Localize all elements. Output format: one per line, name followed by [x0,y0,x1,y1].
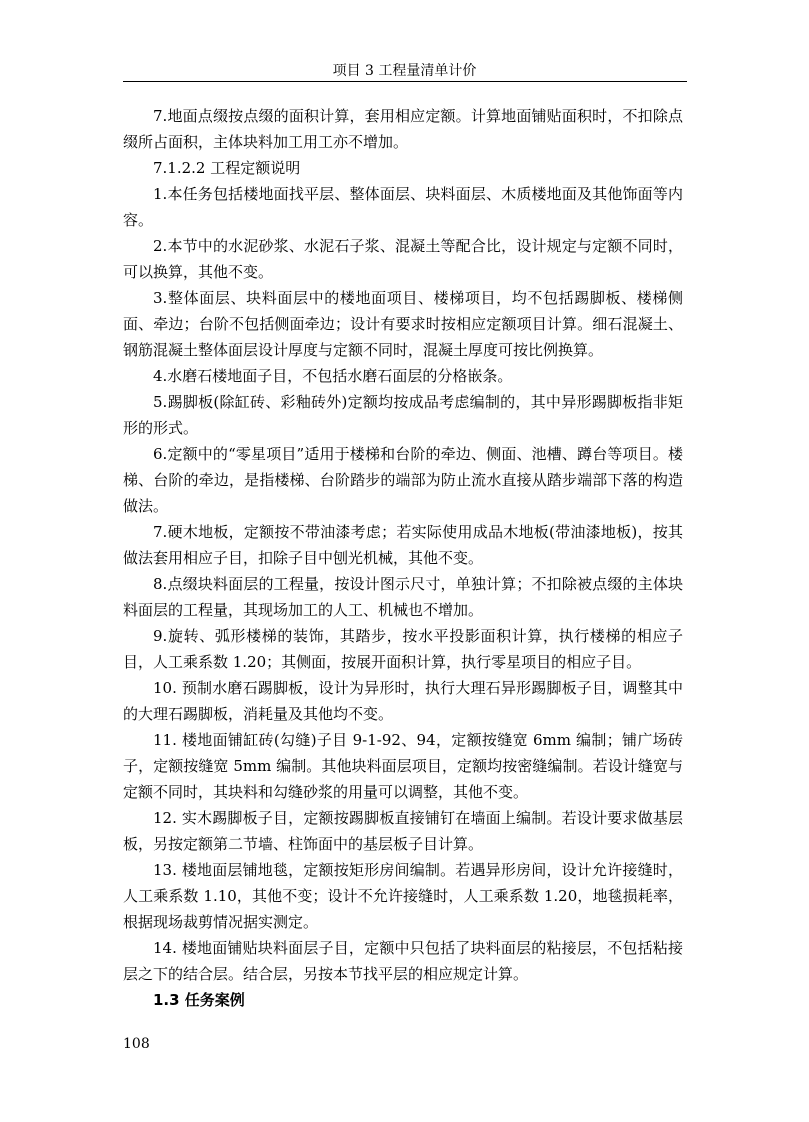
section-heading: 1.3 任务案例 [153,991,245,1009]
page-body [123,103,683,1013]
paragraph-item-5: 5.踢脚板(除缸砖、彩釉砖外)定额均按成品考虑编制的，其中异形踢脚板指非矩形的形式。 [123,393,683,437]
paragraph-item-11: 11. 楼地面铺缸砖(勾缝)子目 9-1-92、94，定额按缝宽 6mm 编制；铺广场砖子，定额按缝宽 5mm 编制。其他块料面层项目，定额均按密缝编制。若设计缝宽与定额不同时，其块料和勾缝砂浆的用量可以调整，其他不变。 [123,731,683,801]
paragraph-item-13: 13. 楼地面层铺地毯，定额按矩形房间编制。若遇异形房间，设计允许接缝时，人工乘系数 1.10，其他不变；设计不允许接缝时，人工乘系数 1.20，地毯损耗率，根据现场裁剪情况据实测定。 [123,861,683,931]
paragraph-item-1: 1.本任务包括楼地面找平层、整体面层、块料面层、木质楼地面及其他饰面等内容。 [123,185,683,229]
paragraph-item-12: 12. 实木踢脚板子目，定额按踢脚板直接铺钉在墙面上编制。若设计要求做基层板，另按定额第二节墙、柱饰面中的基层板子目计算。 [123,809,683,853]
paragraph-item-7: 7.硬木地板，定额按不带油漆考虑；若实际使用成品木地板(带油漆地板)，按其做法套用相应子目，扣除子目中刨光机械，其他不变。 [123,523,683,567]
page-number: 108 [123,1036,150,1052]
paragraph-item-9: 9.旋转、弧形楼梯的装饰，其踏步，按水平投影面积计算，执行楼梯的相应子目，人工乘系数 1.20；其侧面，按展开面积计算，执行零星项目的相应子目。 [123,627,683,671]
header-rule [123,81,687,82]
paragraph-point-7-decoration: 7.地面点缀按点缀的面积计算，套用相应定额。计算地面铺贴面积时，不扣除点缀所占面积，主体块料加工用工亦不增加。 [123,107,683,151]
paragraph-item-6: 6.定额中的“零星项目”适用于楼梯和台阶的牵边、侧面、池槽、蹲台等项目。楼梯、台阶的牵边，是指楼梯、台阶踏步的端部为防止流水直接从踏步端部下落的构造做法。 [123,445,683,515]
subsection-heading: 7.1.2.2 工程定额说明 [153,159,301,177]
paragraph-item-2: 2.本节中的水泥砂浆、水泥石子浆、混凝土等配合比，设计规定与定额不同时，可以换算，其他不变。 [123,237,683,281]
paragraph-item-3: 3.整体面层、块料面层中的楼地面项目、楼梯项目，均不包括踢脚板、楼梯侧面、牵边；台阶不包括侧面牵边；设计有要求时按相应定额项目计算。细石混凝土、钢筋混凝土整体面层设计厚度与定额不同时，混凝土厚度可按比例换算。 [123,289,683,359]
paragraph-item-8: 8.点缀块料面层的工程量，按设计图示尺寸，单独计算；不扣除被点缀的主体块料面层的工程量，其现场加工的人工、机械也不增加。 [123,575,683,619]
paragraph-item-4: 4.水磨石楼地面子目，不包括水磨石面层的分格嵌条。 [153,367,513,385]
running-header: 项目 3 工程量清单计价 [332,63,477,79]
paragraph-item-14: 14. 楼地面铺贴块料面层子目，定额中只包括了块料面层的粘接层，不包括粘接层之下的结合层。结合层，另按本节找平层的相应规定计算。 [123,939,683,983]
paragraph-item-10: 10. 预制水磨石踢脚板，设计为异形时，执行大理石异形踢脚板子目，调整其中的大理石踢脚板，消耗量及其他均不变。 [123,679,683,723]
